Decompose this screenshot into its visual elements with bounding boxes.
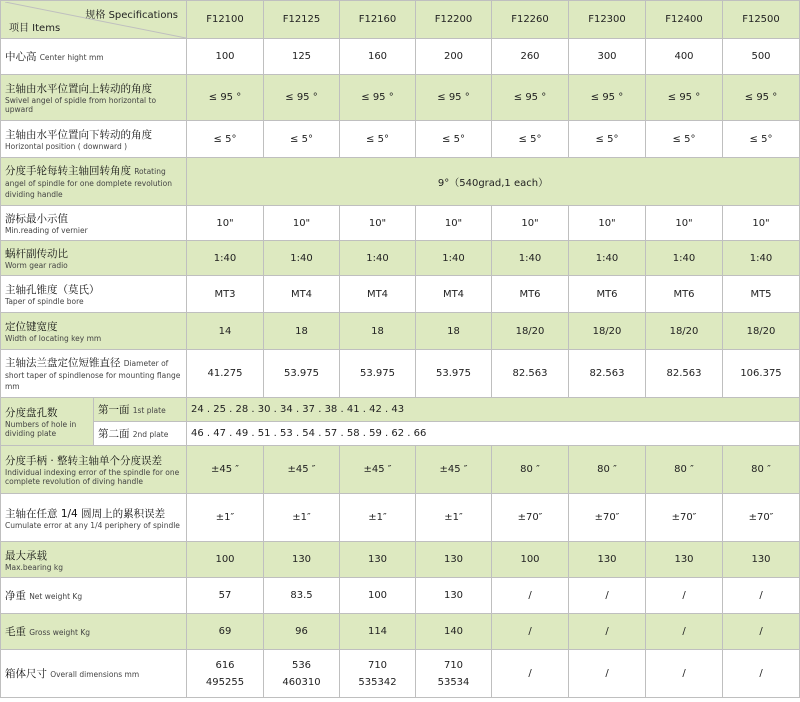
table-cell: MT3 [187,276,264,313]
table-cell: ±1″ [187,494,264,542]
table-cell: ≤ 95 ° [646,75,723,121]
row-label [1,350,187,398]
table-cell: 14 [187,313,264,350]
table-cell: MT4 [264,276,340,313]
row-gross-weight [1,614,800,650]
table-cell: / [569,614,646,650]
row-dimensions [1,650,800,698]
table-cell: MT6 [646,276,723,313]
table-cell: 130 [646,542,723,578]
label-zh: 主轴由水平位置向下转动的角度 [5,129,152,141]
table-cell: 53.975 [416,350,492,398]
table-cell: 400 [646,39,723,75]
label-zh: 最大承载 [5,549,47,562]
table-cell: ≤ 95 ° [264,75,340,121]
table-cell [264,650,340,698]
label-zh: 主轴法兰盘定位短锥直径 [5,357,121,369]
table-cell: MT4 [416,276,492,313]
row-swivel-up [1,75,800,121]
label-en: Taper of spindle bore [5,297,84,306]
table-cell: 1:40 [723,241,800,276]
label-zh: 箱体尺寸 [5,668,47,680]
label-en: Width of locating key mm [5,334,102,343]
table-cell: 106.375 [723,350,800,398]
table-cell: 130 [416,578,492,614]
row-label [1,578,187,614]
label-en: Swivel angel of spidle from horizontal to upward [5,96,157,114]
dim-line-1: 710 [367,659,388,671]
dim-line-2: 535342 [358,676,397,688]
plate-2-label [94,422,187,446]
label-zh: 主轴孔锥度（莫氏） [5,284,100,296]
table-cell: 100 [187,39,264,75]
label-en: 2nd plate [132,430,169,439]
row-indexing-error [1,446,800,494]
model-header: F12300 [569,1,646,39]
table-cell: 300 [569,39,646,75]
table-cell: / [569,650,646,698]
table-cell: / [569,578,646,614]
row-label [1,158,187,206]
label-zh: 毛重 [5,626,26,638]
table-cell: / [492,614,569,650]
table-cell: ≤ 95 ° [569,75,646,121]
model-header: F12125 [264,1,340,39]
table-cell: 10" [492,206,569,241]
dim-line-1: 616 [215,659,235,671]
label-zh: 净重 [5,590,26,602]
table-cell: ±70″ [569,494,646,542]
table-cell: ≤ 5° [646,121,723,158]
table-cell [416,650,492,698]
model-header: F12500 [723,1,800,39]
table-cell: ≤ 5° [264,121,340,158]
table-cell: ≤ 5° [569,121,646,158]
table-cell: 160 [340,39,416,75]
row-label [1,241,187,276]
table-cell: 80 ″ [646,446,723,494]
table-cell: 130 [416,542,492,578]
table-cell: / [646,578,723,614]
model-header: F12160 [340,1,416,39]
label-zh: 主轴在任意 1/4 圆周上的累积误差 [5,507,166,520]
header-corner-cell [1,1,187,39]
label-en: Numbers of hole in dividing plate [5,420,77,438]
row-cumulate-error [1,494,800,542]
table-cell: 1:40 [264,241,340,276]
table-cell: ≤ 95 ° [492,75,569,121]
row-label [1,446,187,494]
table-cell: ±70″ [492,494,569,542]
table-cell: ±45 ″ [264,446,340,494]
row-holes-plate-1 [1,398,800,422]
dim-line-2: 460310 [282,676,321,688]
table-cell: ±45 ″ [416,446,492,494]
row-label [1,650,187,698]
table-cell: ±45 ″ [340,446,416,494]
table-cell: 114 [340,614,416,650]
label-en: Net weight Kg [29,592,83,601]
table-cell: 100 [492,542,569,578]
table-cell: ±70″ [723,494,800,542]
label-en: Worm gear radio [5,261,68,270]
table-cell: ≤ 95 ° [723,75,800,121]
table-cell: / [646,614,723,650]
table-cell: 10" [187,206,264,241]
row-label [1,313,187,350]
label-en: Overall dimensions mm [50,670,140,679]
label-zh: 定位键宽度 [5,321,58,333]
table-cell: 82.563 [492,350,569,398]
row-max-bearing [1,542,800,578]
table-cell: 10" [569,206,646,241]
table-cell: / [723,578,800,614]
plate-1-label [94,398,187,422]
row-vernier [1,206,800,241]
table-cell: ±1″ [416,494,492,542]
dim-line-2: 53534 [437,676,470,688]
table-cell: / [723,650,800,698]
row-taper [1,276,800,313]
table-cell: 18 [416,313,492,350]
table-cell: 53.975 [264,350,340,398]
row-label [1,614,187,650]
row-label [1,121,187,158]
rotating-angle-value: 9°（540grad,1 each） [187,158,800,206]
table-cell: 18/20 [569,313,646,350]
dim-line-2: 495255 [205,676,245,688]
table-cell: ≤ 95 ° [187,75,264,121]
table-cell: 82.563 [646,350,723,398]
table-cell: 41.275 [187,350,264,398]
table-cell: ±1″ [264,494,340,542]
table-cell: 10" [646,206,723,241]
label-en: Rotating angel of spindle for one domplete revolution dividing handle [5,167,173,199]
table-cell: 10" [340,206,416,241]
row-net-weight [1,578,800,614]
label-en: Individual indexing error of the spindle for one complete revolution of diving handle [5,468,180,486]
label-zh: 主轴由水平位置向上转动的角度 [5,83,152,95]
model-header: F12100 [187,1,264,39]
table-cell: 69 [187,614,264,650]
table-cell: 96 [264,614,340,650]
table-cell: 18 [340,313,416,350]
table-cell: ±70″ [646,494,723,542]
table-cell: 10" [264,206,340,241]
table-cell: 1:40 [416,241,492,276]
row-label [1,39,187,75]
dim-line-1: 536 [291,659,312,671]
table-cell: 200 [416,39,492,75]
table-cell: MT6 [492,276,569,313]
row-holes-plate-2 [1,422,800,446]
table-cell: ≤ 5° [187,121,264,158]
label-zh: 第二面 [98,428,130,440]
table-cell: 1:40 [569,241,646,276]
table-cell: 80 ″ [569,446,646,494]
row-rotating-angle [1,158,800,206]
table-cell: 18/20 [723,313,800,350]
row-swivel-down [1,121,800,158]
table-cell: / [492,578,569,614]
table-cell: ±45 ″ [187,446,264,494]
table-cell: 125 [264,39,340,75]
label-zh: 游标最小示值 [5,213,68,225]
corner-items-label: 项目 Items [9,22,61,34]
plate-2-values: 46 . 47 . 49 . 51 . 53 . 54 . 57 . 58 . 59 . 62 . 66 [187,422,800,446]
table-cell: 500 [723,39,800,75]
table-cell: 1:40 [492,241,569,276]
label-en: Max.bearing kg [5,562,64,572]
table-cell: 80 ″ [723,446,800,494]
row-label [1,75,187,121]
table-cell: 53.975 [340,350,416,398]
table-cell: 10" [723,206,800,241]
table-cell: MT4 [340,276,416,313]
table-cell: 1:40 [187,241,264,276]
label-en: Diameter of short taper of spindlenose for mounting flange mm [5,359,181,391]
table-cell: ≤ 5° [340,121,416,158]
row-key-width [1,313,800,350]
label-zh: 中心高 [5,51,37,63]
table-cell: 83.5 [264,578,340,614]
label-en: Cumulate error at any 1/4 periphery of spindle [5,520,180,530]
table-cell: MT5 [723,276,800,313]
table-cell: ±1″ [340,494,416,542]
table-cell: 82.563 [569,350,646,398]
table-cell: 10" [416,206,492,241]
plate-1-values: 24 . 25 . 28 . 30 . 34 . 37 . 38 . 41 . 42 . 43 [187,398,800,422]
label-en: Horizontal position ( downward ) [5,142,128,151]
model-header: F12260 [492,1,569,39]
table-cell: 130 [723,542,800,578]
label-zh: 分度盘孔数 [5,407,58,419]
table-cell: 80 ″ [492,446,569,494]
label-zh: 分度手柄 · 整转主轴单个分度误差 [5,455,163,467]
label-zh: 第一面 [98,404,130,416]
label-en: Gross weight Kg [29,628,91,637]
header-row [1,1,800,39]
row-worm-ratio [1,241,800,276]
model-header: F12200 [416,1,492,39]
table-cell: ≤ 5° [723,121,800,158]
table-cell: 130 [569,542,646,578]
row-label [1,276,187,313]
label-zh: 蜗杆副传动比 [5,248,68,260]
row-center-height [1,39,800,75]
table-cell: 1:40 [646,241,723,276]
table-cell: 1:40 [340,241,416,276]
table-cell: 100 [187,542,264,578]
table-cell: 130 [264,542,340,578]
table-cell: 260 [492,39,569,75]
table-cell: MT6 [569,276,646,313]
row-label [1,398,94,446]
label-zh: 分度手轮每转主轴回转角度 [5,165,131,177]
table-cell: ≤ 95 ° [416,75,492,121]
label-en: Min.reading of vernier [5,226,88,235]
table-cell: 140 [416,614,492,650]
corner-specifications-label: 规格 Specifications [85,9,178,21]
table-cell: ≤ 95 ° [340,75,416,121]
table-cell: ≤ 5° [416,121,492,158]
table-cell: / [723,614,800,650]
row-label [1,542,187,578]
table-cell: ≤ 5° [492,121,569,158]
dim-line-1: 710 [443,659,464,671]
label-en: Center hight mm [39,53,104,62]
table-cell: 18 [264,313,340,350]
table-cell: 100 [340,578,416,614]
table-cell: 18/20 [646,313,723,350]
table-cell [340,650,416,698]
row-label [1,494,187,542]
table-cell: / [646,650,723,698]
table-cell: 130 [340,542,416,578]
model-header: F12400 [646,1,723,39]
row-label [1,206,187,241]
table-cell [187,650,264,698]
table-cell: 18/20 [492,313,569,350]
table-cell: 57 [187,578,264,614]
row-flange-diameter [1,350,800,398]
label-en: 1st plate [132,406,166,415]
table-cell: / [492,650,569,698]
